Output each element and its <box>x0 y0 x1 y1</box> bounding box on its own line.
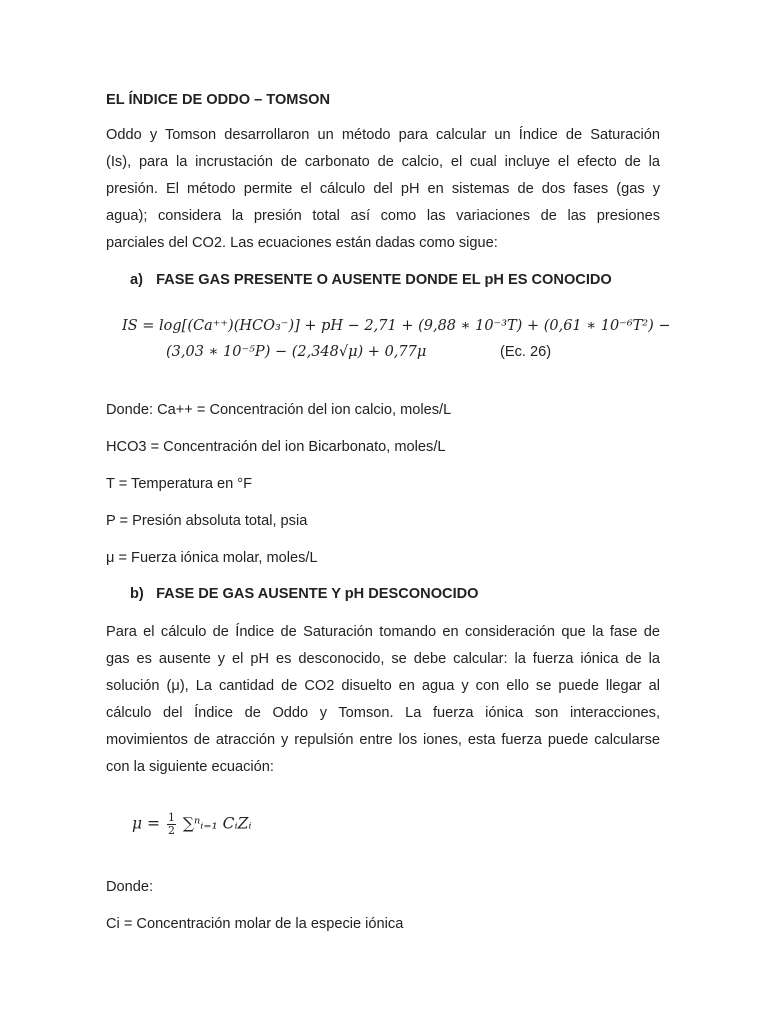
definition-bicarbonate: HCO3 = Concentración del ion Bicarbonato, moles/L <box>106 439 446 455</box>
equation-26-line1: IS = log[(Ca⁺⁺)(HCO₃⁻)] + pH − 2,71 + (9,88 ∗ 10⁻³T) + (0,61 ∗ 10⁻⁶T²) − <box>122 318 671 334</box>
definition-temperature: T = Temperatura en °F <box>106 476 253 492</box>
text-line: (Is), para la incrustación de carbonato de calcio, el cual incluye el efecto de la <box>106 154 660 170</box>
section-b-heading <box>130 586 479 602</box>
page-title: EL ÍNDICE DE ODDO – TOMSON <box>106 92 331 108</box>
section-b-paragraph <box>106 619 660 781</box>
text-line: Para el cálculo de Índice de Saturación tomando en consideración que la fase de <box>106 624 660 640</box>
equation-summation: ∑ⁿᵢ₌₁ CᵢZᵢ <box>182 814 252 833</box>
definition-ionic-strength: μ = Fuerza iónica molar, moles/L <box>106 550 318 566</box>
ionic-strength-equation <box>132 812 252 837</box>
equation-26-line2: (3,03 ∗ 10⁻⁵P) − (2,348√μ) + 0,77μ <box>166 344 427 360</box>
definition-pressure: P = Presión absoluta total, psia <box>106 513 308 529</box>
text-line: parciales del CO2. Las ecuaciones están dadas como sigue: <box>106 235 498 251</box>
text-line: con la siguiente ecuación: <box>106 759 274 775</box>
text-line: solución (μ), La cantidad de CO2 disuelto en agua y con ello se puede llegar al <box>106 678 660 694</box>
fraction-denominator: 2 <box>167 824 175 837</box>
fraction-numerator: 1 <box>167 811 175 824</box>
section-b-label: b) <box>130 586 144 602</box>
intro-paragraph <box>106 122 660 257</box>
text-line: movimientos de atracción y repulsión entre los iones, esta fuerza puede calcularse <box>106 732 660 748</box>
definition-ci: Ci = Concentración molar de la especie iónica <box>106 916 404 932</box>
text-line: Oddo y Tomson desarrollaron un método para calcular un Índice de Saturación <box>106 127 660 143</box>
text-line: gas es ausente y el pH es desconocido, se debe calcular: la fuerza iónica de la <box>106 651 660 667</box>
text-line: cálculo del Índice de Oddo y Tomson. La fuerza iónica son interacciones, <box>106 705 660 721</box>
text-line: agua); considera la presión total así como las variaciones de las presiones <box>106 208 660 224</box>
text-line: presión. El método permite el cálculo del pH en sistemas de dos fases (gas y <box>106 181 660 197</box>
section-b-title: FASE DE GAS AUSENTE Y pH DESCONOCIDO <box>156 586 479 602</box>
equation-fraction <box>167 812 176 837</box>
definition-calcium: Donde: Ca++ = Concentración del ion calcio, moles/L <box>106 402 452 418</box>
equation-lhs: μ = <box>132 814 160 833</box>
section-a-label: a) <box>130 272 143 288</box>
definition-donde: Donde: <box>106 879 154 895</box>
section-a-title: FASE GAS PRESENTE O AUSENTE DONDE EL pH ES CONOCIDO <box>156 272 612 288</box>
section-a-heading <box>130 272 612 288</box>
equation-ref: (Ec. 26) <box>500 344 552 360</box>
